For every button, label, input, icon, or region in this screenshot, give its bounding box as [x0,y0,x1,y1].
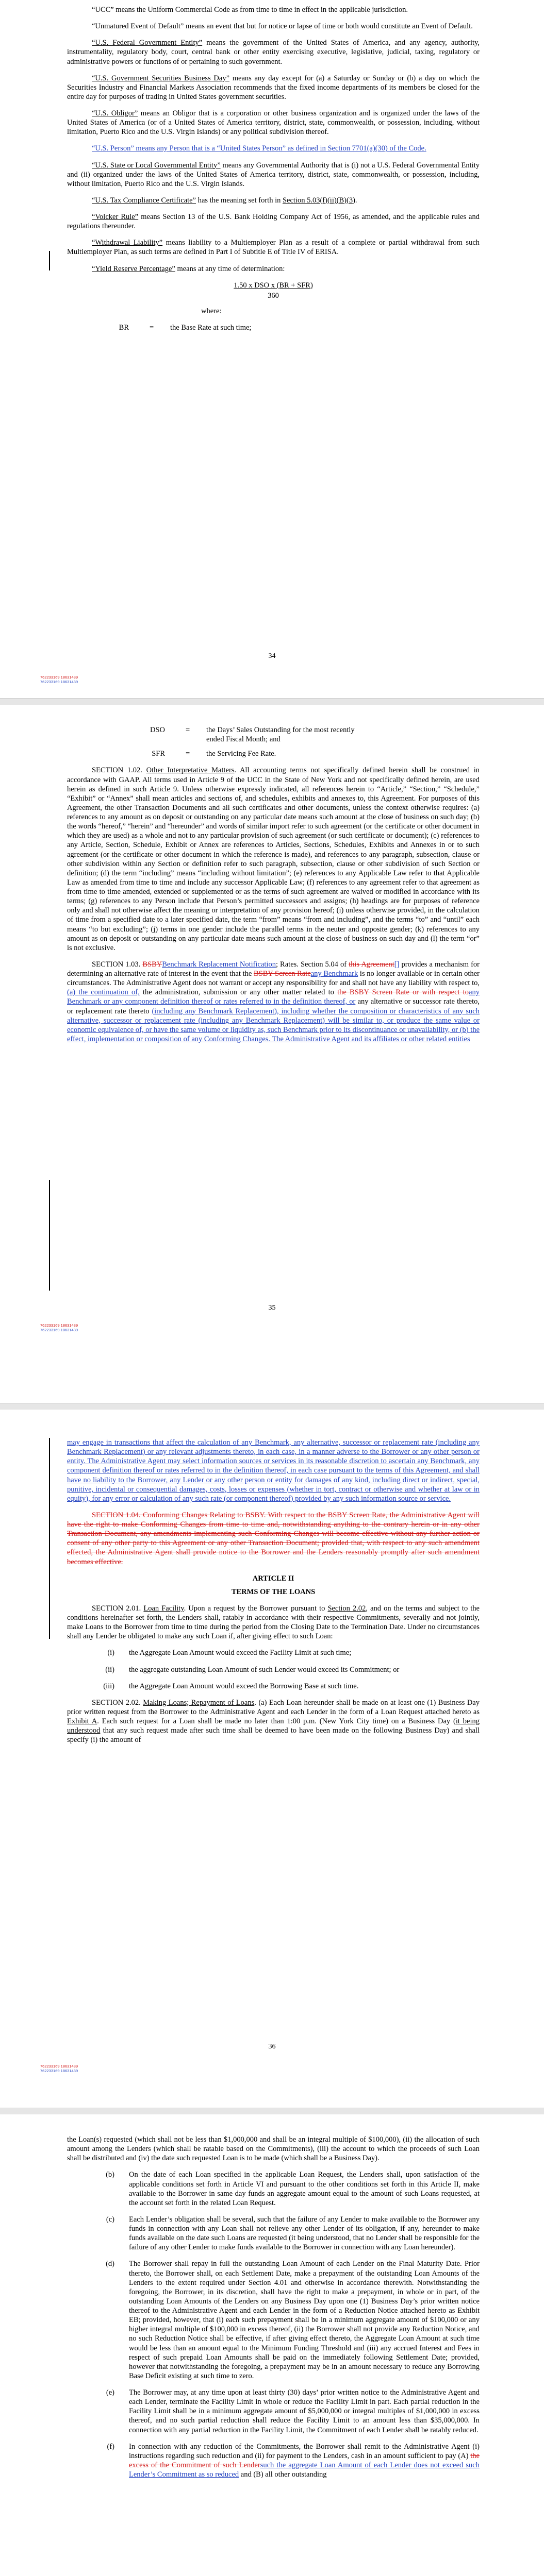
page-36-body [67,1438,480,1752]
doc-id [40,1323,78,1332]
doc-id-deleted: 762233169 18631439 [40,2064,78,2069]
deleted-text: the BSBY Screen Rate or with respect to [337,988,469,997]
section-text: . All accounting terms not specifically defined herein shall be construed in accordance with GAAP. All terms used in Article 9 of the UCC in the State of New York and not specifically defined herein, are used herein as defined in such Article 9. Unless otherwise expressly indicated, all references herein to “Article,” “Section,” “Schedule,” “Exhibit” or “Annex” shall mean articles and sections of, and schedules, exhibits and annexes to, this Agreement. For purposes of this Agreement, the other Transaction Documents and all such certificates and other documents, unless the context otherwise requires: (a) references to any amount as on deposit or outstanding on any particular date means such amount at the close of business on such day; (b) the words “hereof,” “herein” and “hereunder” and words of similar import refer to such agreement (or the certificate or other document in which they are used) as a whole and not to any particular provision of such agreement (or such certificate or document); (c) references to any Article, Section, Schedule, Exhibit or Annex are references to Articles, Sections, Schedules, Exhibits and Annexes in or to such agreement (or the certificate or other document in which the reference is made), and references to any paragraph, subsection, clause or other subdivision within any Section or definition refer to such paragraph, subsection, clause or other subdivision of such Section or definition; (d) the term “including” means “including without limitation”; (e) references to any Applicable Law refer to that Applicable Law as amended from time to time and include any successor Applicable Law; (f) references to any agreement refer to that agreement as from time to time amended, extended or supplemented or as the terms of such agreement are waived or modified in accordance with its terms; (g) references to any Person include that Person’s permitted successors and assigns; (h) headings are for purposes of reference only and shall not otherwise affect the meaning or interpretation of any provision hereof; (i) unless otherwise provided, in the calculation of time from a specified date to a later specified date, the term “from” means “from and including”, and the terms “to” and “until” each means “to but excluding”; (j) terms in one gender include the parallel terms in the neuter and opposite gender; (k) references to any amount as on deposit or outstanding on any particular date means such amount at the close of business on such day and (l) the term “or” is not exclusive. [67,766,480,952]
clause-number: (d) [106,2260,114,2268]
term: “U.S. Government Securities Business Day” [92,74,230,82]
clause-iii [67,1682,480,1691]
section-2-02-continued: the Loan(s) requested (which shall not be less than $1,000,000 and shall be an integral multiple of $100,000), (ii) the allocation of such amount among the Lenders (which shall be ratable based on the Commitments), (iii) the account to which the proceeds of such Loan shall be distributed and (iv) the date such requested Loan is to be made (which shall be a Business Day). [67,2136,480,2163]
def-us-obligor [67,109,480,137]
clause-text: Each Lender’s obligation shall be several, such that the failure of any Lender to make available to the Borrower any funds in connection with any Loan shall not relieve any other Lender of its obligation, if any, hereunder to make funds available on the date such Loans are requested (it being understood, that no Lender shall be responsible for the failure of any other Lender to make funds available to the Borrower in connection with any Loan hereunder). [129,2215,480,2252]
var-br [67,323,480,332]
var-eq: = [186,750,190,758]
page-36 [0,1410,544,2108]
inserted-text: any Benchmark or any component definition thereof or rates referred to in the definition thereof, or [67,988,480,1006]
def-text: has the meaning set forth in [196,196,283,205]
section-number: SECTION 1.03. [92,960,141,969]
clause-number: (ii) [105,1665,114,1674]
def-us-govt-securities-day [67,74,480,101]
section-text: any alternative or successor rate thereto, or replacement rate thereto [67,997,480,1015]
clause-number: (i) [107,1649,114,1657]
var-eq: = [186,726,190,734]
deleted-text: the excess of the Commitment of such Lender [129,2451,480,2469]
section-text: . Upon a request by the Borrower pursuant to [184,1604,328,1613]
term: “Withdrawal Liability” [92,239,163,247]
def-us-tax-certificate [67,196,480,205]
page-number: 34 [268,652,276,660]
page-number: 36 [268,2043,276,2050]
section-text: the administration, submission or any other matter related to [139,988,338,997]
page-separator [0,1403,544,1410]
deleted-text: BSBY Screen Rate [253,970,311,978]
clause-text: the aggregate outstanding Loan Amount of such Lender would exceed its Commitment; or [129,1665,400,1674]
section-title: Loan Facility [143,1604,184,1613]
inserted-text: any Benchmark [310,970,358,978]
section-text: ; Rates. Section 5.04 of [275,960,349,969]
clause-b [67,2170,480,2208]
def-us-person-inserted: “U.S. Person” means any Person that is a “United States Person” as defined in Section 7701(a)(30) of the Code. [92,144,426,153]
clause-f [67,2442,480,2480]
section-1-03 [67,960,480,1044]
page-37-body [67,2135,480,2486]
deleted-text: BSBY [142,960,162,969]
section-number: SECTION 2.02. [92,1698,141,1707]
change-bar [49,251,50,270]
clause-text: On the date of each Loan specified in the applicable Loan Request, the Lenders shall, upon satisfaction of the applicable conditions set forth in Article VI and pursuant to the other conditions set forth in this Article II, make available to the Borrower in same day funds an aggregate amount equal to the amount of such Loans requested, at the account set forth in the related Loan Request. [129,2171,480,2207]
section-number: SECTION 2.01. [92,1604,141,1613]
clause-text: the Aggregate Loan Amount would exceed the Facility Limit at such time; [129,1649,352,1657]
term: “Volcker Rule” [92,213,139,221]
clause-e [67,2388,480,2435]
clause-text: The Borrower shall repay in full the outstanding Loan Amount of each Lender on the Final Maturity Date. Prior thereto, the Borrower shall, on each Settlement Date, make a prepayment of the outstanding Loan Amounts of the Lenders to the extent required under Section 4.01 and otherwise in accordance therewith. Notwithstanding the foregoing, the Borrower, in its discretion, shall have the right to make a prepayment, in whole or in part, of the outstanding Loan Amounts of the Lenders on any Business Day upon one (1) Business Day’s prior written notice thereof to the Administrative Agent and each Lender in the form of a Reduction Notice attached hereto as Exhibit EB; provided, however, that (i) each such prepayment shall be in a minimum aggregate amount of $100,000 or any higher integral multiple of $100,000 in excess thereof, (ii) the Borrower shall not provide any Reduction Notice, and no such Reduction Notice shall be effective, if after giving effect thereto, the Aggregate Loan Amount at such time would be less than an amount equal to the Minimum Funding Threshold and (iii) any accrued Interest and Fees in respect of such prepaid Loan Amounts shall be paid on the immediately following Settlement Date; provided, however that notwithstanding the foregoing, a prepayment may be in an amount necessary to reduce any Borrowing Base Deficit existing at such time to zero. [129,2260,480,2380]
clause-number: (e) [106,2388,114,2397]
page-separator [0,698,544,705]
doc-id-inserted: 762233169 18631439 [40,1328,78,1332]
def-ucc: “UCC” means the Uniform Commercial Code as from time to time in effect in the applicable jurisdiction. [92,6,408,14]
section-1-04-deleted: SECTION 1.04. Conforming Changes Relating to BSBY. With respect to the BSBY Screen Rate, the Administrative Agent will have the right to make Conforming Changes from time to time and, notwithstanding anything to the contrary herein or in any other Transaction Document, any amendments implementing such Conforming Changes will become effective without any further action or consent of any other party to this Agreement or any other Transaction Document; provided that, with respect to any such amendment effected, the Administrative Agent shall provide notice to the Borrower and the Lenders reasonably promptly after such amendment becomes effective. [67,1511,480,1566]
deleted-text: this Agreement [349,960,394,969]
def-text: means any day except for (a) a Saturday or Sunday or (b) a day on which the Securities Industry and Financial Markets Association recommends that the fixed income departments of its members be closed for the entire day for purposes of trading in United States government securities. [67,74,480,101]
section-text: provides a mechanism for determining an alternative rate of interest in the event that the [67,960,480,978]
section-number: SECTION 1.02. [92,766,142,775]
page-number: 35 [268,1304,276,1312]
formula-numerator [67,281,480,290]
doc-id-deleted: 762233169 18631439 [40,675,78,680]
var-dso [67,725,480,744]
clause-number: (f) [107,2442,114,2451]
section-2-01 [67,1604,480,1641]
def-withdrawal-liability [67,238,480,257]
formula-where: where: [201,307,222,315]
doc-id-deleted: 762233169 18631439 [40,1323,78,1328]
var-key: SFR [152,750,165,758]
section-1-02 [67,766,480,953]
def-unmatured-event: “Unmatured Event of Default” means an event that but for notice or lapse of time or both would constitute an Event of Default. [92,22,473,31]
page-35 [0,705,544,1403]
doc-id-inserted: 762233169 18631439 [40,2069,78,2073]
page-37 [0,2114,544,2576]
def-text: . [355,196,357,205]
section-ref: Section 2.02 [327,1604,366,1613]
term: “U.S. Federal Government Entity” [92,39,203,47]
page-34-body [67,5,480,337]
clause-text: the Aggregate Loan Amount would exceed the Borrowing Base at such time. [129,1682,359,1690]
term: “U.S. Obligor” [92,109,138,117]
var-eq: = [150,324,154,332]
doc-id-inserted: 762233169 18631439 [40,680,78,684]
section-text: that any such request made after such time shall be deemed to have been made on the following Business Day) and shall specify (i) the amount of [67,1726,480,1744]
clause-ii [67,1665,480,1674]
section-ref: it being understood [67,1717,480,1735]
clause-text-part: In connection with any reduction of the Commitments, the Borrower shall remit to the Administrative Agent (i) instructions regarding such reduction and (ii) for payment to the Lenders, cash in an amount sufficient to pay (A) [129,2442,480,2460]
def-text: means an Obligor that is a corporation or other business organization and is organized under the laws of the United States of America (or of a United States of America territory, district, state, commonwealth, or possession, including, without limitation, Puerto Rico and the U.S. Virgin Islands) or any political subdivision thereof. [67,109,480,137]
formula-denominator: 360 [268,291,279,300]
var-key: DSO [150,726,165,734]
section-ref: Exhibit A [67,1717,97,1725]
clause-text [129,2442,480,2480]
section-2-02 [67,1698,480,1745]
var-value: the Days’ Sales Outstanding for the most recently ended Fiscal Month; and [206,726,355,744]
article-title: TERMS OF THE LOANS [231,1587,316,1596]
section-text: . (a) Each Loan hereunder shall be made on at least one (1) Business Day prior written request from the Borrower to the Administrative Agent and each Lender in the form of a Loan Request attached hereto as [67,1698,480,1716]
clause-text: The Borrower may, at any time upon at least thirty (30) days’ prior written notice to the Administrative Agent and each Lender, terminate the Facility Limit in whole or reduce the Facility Limit in part. Each partial reduction in the Facility Limit shall be in a minimum aggregate amount of $5,000,000 or integral multiples of $1,000,000 in excess thereof, and no such partial reduction shall reduce the Facility Limit to an amount less than $35,000,000. In connection with any partial reduction in the Facility Limit, the Commitment of each Lender shall be ratably reduced. [129,2388,480,2434]
change-bar [49,1180,50,1291]
change-bar [49,1438,50,1639]
var-value: the Base Rate at such time; [170,324,252,332]
def-text: means any Governmental Authority that is (i) not a U.S. Federal Governmental Entity and (ii) organized under the laws of the United States of America territory, district, state, commonwealth, or possession, including, without limitation, Puerto Rico and the U.S. Virgin Islands. [67,161,480,188]
clause-i [67,1648,480,1657]
inserted-text: (a) the continuation of, [67,988,140,997]
doc-id [40,675,78,684]
clause-number: (c) [106,2215,114,2224]
section-text: , and on the terms and subject to the conditions hereinafter set forth, the Lenders shall, ratably in accordance with their respective Commitments, severally and not jointly, make Loans to the Borrower from time to time during the period from the Closing Date to the Termination Date. Under no circumstances shall any Lender be obligated to make any such Loan if, after giving effect to such Loan: [67,1604,480,1641]
term: “U.S. Tax Compliance Certificate” [92,196,196,205]
inserted-text: Benchmark Replacement Notification [162,960,276,969]
section-ref: Section 5.03(f)(ii)(B)(3) [282,196,355,205]
inserted-text: (including any Benchmark Replacement), including whether the composition or characteristics of any such alternative, successor or replacement rate (including any Benchmark Replacement) will be similar to, or produce the same value or economic equivalence of, or have the same volume or liquidity as, such Benchmark prior to its discontinuance or unavailability, or (b) the effect, implementation or composition of any Conforming Changes. The Administrative Agent and its affiliates or other related entities [67,1007,480,1043]
term: “Yield Reserve Percentage” [92,264,175,273]
article-heading: ARTICLE II [252,1574,294,1583]
def-us-federal-entity [67,38,480,66]
def-text: means Section 13 of the U.S. Bank Holding Company Act of 1956, as amended, and the applicable rules and regulations thereunder. [67,213,480,231]
def-text: means liability to a Multiemployer Plan as a result of a complete or partial withdrawal from such Multiemployer Plan, as such terms are defined in Part I of Subtitle E of Title IV of ERISA. [67,239,480,257]
page-separator [0,2108,544,2115]
doc-id [40,2064,78,2073]
clause-c [67,2215,480,2252]
section-text: is no longer available or in certain other circumstances. The Administrative Agent does not warrant or accept any responsibility for and shall not have any liability with respect to, [67,970,480,988]
var-value: the Servicing Fee Rate. [206,750,276,758]
clause-number: (iii) [103,1682,114,1690]
def-yield-reserve [67,264,480,274]
clause-d [67,2259,480,2381]
section-1-03-continued: may engage in transactions that affect the calculation of any Benchmark, any alternative, successor or replacement rate (including any Benchmark Replacement) or any relevant adjustments thereto, in each case, in a manner adverse to the Borrower or any other person or entity. The Administrative Agent may select information sources or services in its reasonable discretion to ascertain any Benchmark, any component definition thereof or rates referred to in the definition thereof, in each case pursuant to the terms of this Agreement, and shall have no liability to the Borrower, any Lender or any other person or entity for damages of any kind, including direct or indirect, special, punitive, incidental or consequential damages, costs, losses or expenses (whether in tort, contract or otherwise and whether at law or in equity), for any error or calculation of any such rate (or component thereof) provided by any such information source or service. [67,1438,480,1503]
var-sfr [67,749,480,758]
inserted-text: [] [394,960,400,969]
section-text: . Each such request for a Loan shall be made no later than 1:00 p.m. (New York City time) on a Business Day ( [97,1717,456,1725]
clause-number: (b) [106,2171,114,2179]
section-title: Making Loans; Repayment of Loans [143,1698,255,1707]
def-volcker-rule [67,212,480,231]
section-title: Other Interpretative Matters [146,766,235,775]
def-text: means the government of the United States of America, and any agency, authority, instrumentality, regulatory body, court, central bank or other entity exercising executive, legislative, judicial, taxing, regulatory or administrative powers or functions of or pertaining to such government. [67,39,480,66]
page-34 [0,0,544,698]
term: “U.S. State or Local Governmental Entity” [92,161,221,170]
def-text: means at any time of determination: [175,264,285,273]
formula-top: 1.50 x DSO x (BR + SFR) [234,281,313,290]
clause-text-part: and (B) all other outstanding [239,2470,327,2479]
var-key: BR [119,324,129,332]
page-35-body [67,725,480,1051]
def-us-state-local-entity [67,161,480,189]
inserted-text: such the aggregate Loan Amount of each Lender does not exceed such Lender’s Commitment as so reduced [129,2461,480,2479]
